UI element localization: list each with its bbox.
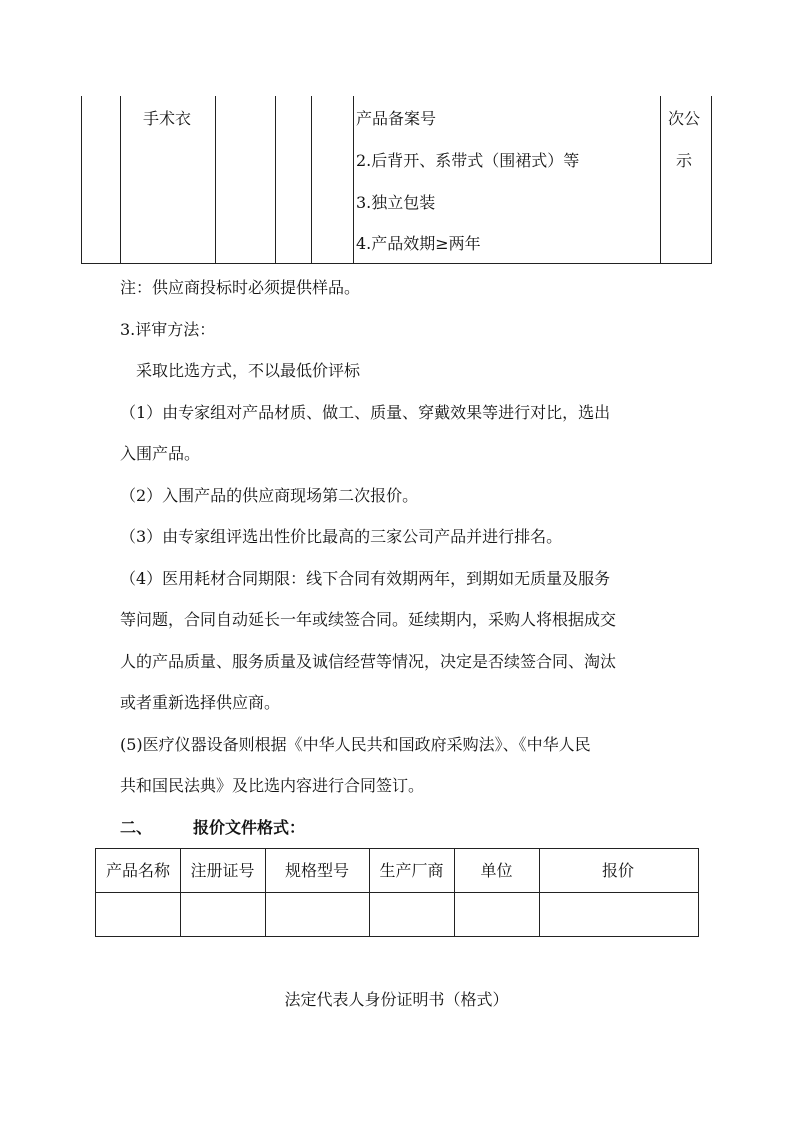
section-heading: 3.评审方法： bbox=[120, 320, 216, 339]
table-divider bbox=[215, 96, 216, 263]
remark-cell: 次公 bbox=[668, 109, 701, 128]
section-title: 报价文件格式： bbox=[193, 818, 306, 837]
table-header-cell: 注册证号 bbox=[190, 861, 255, 880]
section-number: 二、 bbox=[120, 818, 153, 837]
paragraph: （3）由专家组评选出性价比最高的三家公司产品并进行排名。 bbox=[120, 527, 563, 546]
table-divider bbox=[120, 96, 121, 263]
remark-cell: 示 bbox=[676, 151, 693, 170]
table-header-cell: 生产厂商 bbox=[379, 861, 444, 880]
paragraph: 或者重新选择供应商。 bbox=[120, 693, 281, 712]
table-divider bbox=[96, 892, 698, 893]
table-header-cell: 报价 bbox=[601, 861, 634, 880]
paragraph: （4）医用耗材合同期限：线下合同有效期两年，到期如无质量及服务 bbox=[120, 569, 611, 588]
paragraph: （2）入围产品的供应商现场第二次报价。 bbox=[120, 486, 419, 505]
table-divider bbox=[353, 96, 354, 263]
requirement-line: 产品备案号 bbox=[356, 109, 437, 128]
requirement-line: 4.产品效期≥两年 bbox=[356, 234, 481, 253]
paragraph: 采取比选方式，不以最低价评标 bbox=[136, 361, 361, 380]
paragraph: 等问题，合同自动延长一年或续签合同。延续期内，采购人将根据成交 bbox=[120, 610, 617, 629]
paragraph: （1）由专家组对产品材质、做工、质量、穿戴效果等进行对比，选出 bbox=[120, 403, 611, 422]
table-header-cell: 规格型号 bbox=[284, 861, 349, 880]
product-name-cell: 手术衣 bbox=[143, 109, 192, 128]
paragraph: 共和国民法典》及比选内容进行合同签订。 bbox=[120, 776, 425, 795]
note-text: 注：供应商投标时必须提供样品。 bbox=[120, 278, 361, 297]
table-divider bbox=[275, 96, 276, 263]
table-header-cell: 单位 bbox=[480, 861, 513, 880]
requirement-line: 3.独立包装 bbox=[356, 193, 436, 212]
paragraph: 入围产品。 bbox=[120, 444, 201, 463]
document-title: 法定代表人身份证明书（格式） bbox=[284, 990, 509, 1009]
table-divider bbox=[660, 96, 661, 263]
table-divider bbox=[311, 96, 312, 263]
paragraph: (5)医疗仪器设备则根据《中华人民共和国政府采购法》、《中华人民 bbox=[120, 735, 591, 754]
table-header-cell: 产品名称 bbox=[105, 861, 170, 880]
requirement-line: 2.后背开、系带式（围裙式）等 bbox=[356, 151, 580, 170]
paragraph: 人的产品质量、服务质量及诚信经营等情况，决定是否续签合同、淘汰 bbox=[120, 652, 617, 671]
price-table bbox=[95, 848, 699, 937]
